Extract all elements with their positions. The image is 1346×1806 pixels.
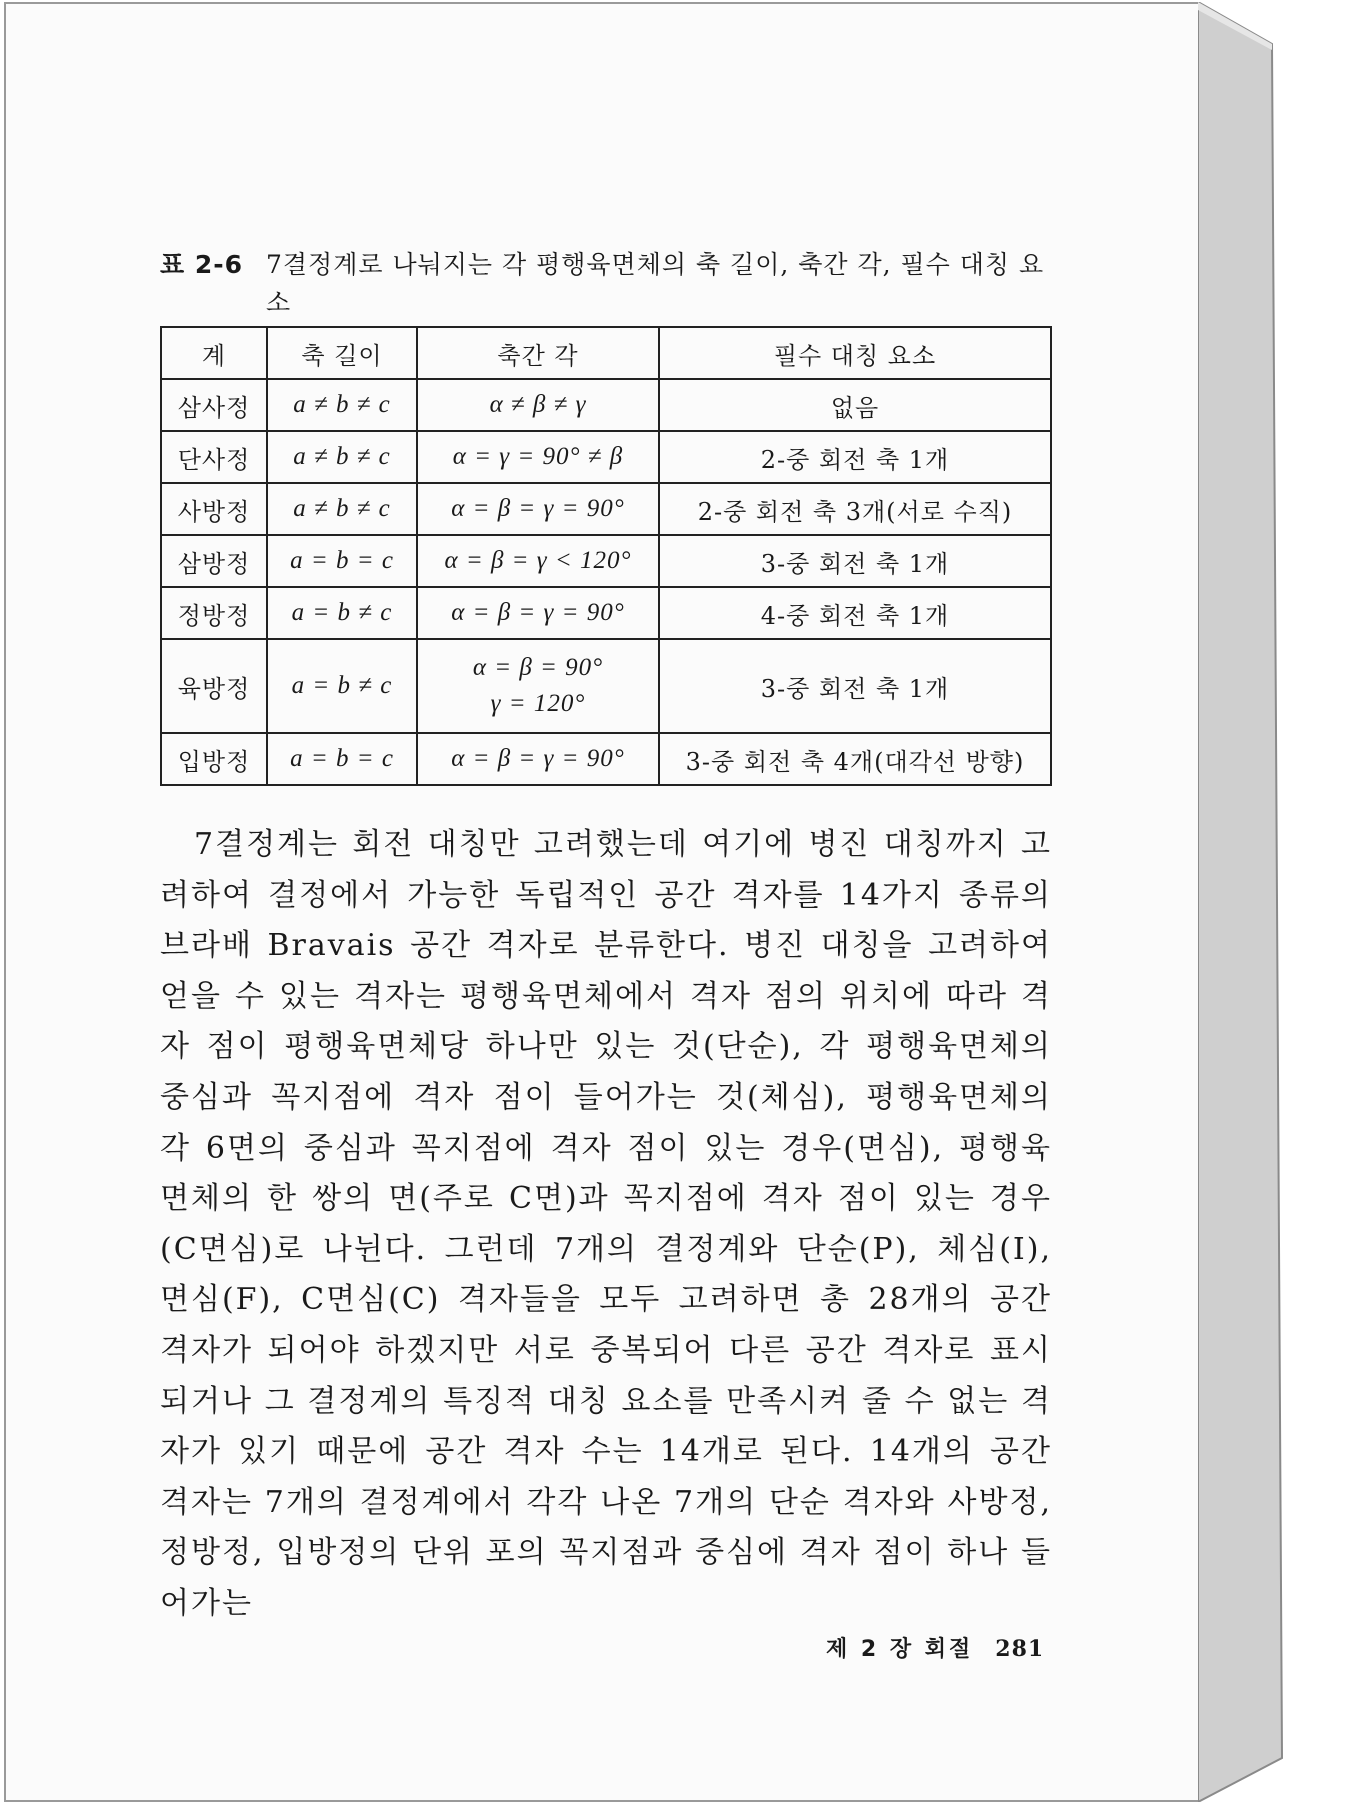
table-caption-number: 표 2-6 xyxy=(160,250,244,279)
cell-angles-line2: γ = 120° xyxy=(490,690,586,717)
cell-system: 사방정 xyxy=(161,483,267,535)
cell-axes: a ≠ b ≠ c xyxy=(267,483,417,535)
cell-system: 삼사정 xyxy=(161,379,267,431)
cell-system: 단사정 xyxy=(161,431,267,483)
cell-axes: a = b = c xyxy=(267,733,417,785)
cell-axes: a = b = c xyxy=(267,535,417,587)
cell-angles xyxy=(417,639,659,733)
body-paragraph: 7결정계는 회전 대칭만 고려했는데 여기에 병진 대칭까지 고려하여 결정에서 가능한 독립적인 공간 격자를 14가지 종류의 브라배 Bravais 공간 격자로 분류한다. 병진 대칭을 고려하여 얻을 수 있는 격자는 평행육면체에서 격자 점의 위치에 따라 격자 점이 평행육면체당 하나만 있는 것(단순), 각 평행육면체의 중심과 꼭지점에 격자 점이 들어가는 것(체심), 평행육면체의 각 6면의 중심과 꼭지점에 격자 점이 있는 경우(면심), 평행육면체의 한 쌍의 면(주로 C면)과 꼭지점에 격자 점이 있는 경우(C면심)로 나뉜다. 그런데 7개의 결정계와 단순(P), 체심(I), 면심(F), C면심(C) 격자들을 모두 고려하면 총 28개의 공간 격자가 되어야 하겠지만 서로 중복되어 다른 공간 격자로 표시되거나 그 결정계의 특징적 대칭 요소를 만족시켜 줄 수 없는 격자가 있기 때문에 공간 격자 수는 14개로 된다. 14개의 공간 격자는 7개의 결정계에서 각각 나온 7개의 단순 격자와 사방정, 정방정, 입방정의 단위 포의 꼭지점과 중심에 격자 점이 하나 들어가는 xyxy=(160,827,1052,1621)
cell-angles: α = β = γ < 120° xyxy=(417,535,659,587)
table-row xyxy=(161,587,1051,639)
cell-system: 육방정 xyxy=(161,639,267,733)
table-row xyxy=(161,379,1051,431)
cell-symmetry: 2-중 회전 축 3개(서로 수직) xyxy=(659,483,1051,535)
table-row xyxy=(161,483,1051,535)
table-caption-text: 7결정계로 나눠지는 각 평행육면체의 축 길이, 축간 각, 필수 대칭 요소 xyxy=(266,250,1045,317)
crystal-system-table xyxy=(160,326,1052,786)
header-system: 계 xyxy=(161,327,267,379)
cell-axes: a = b ≠ c xyxy=(267,639,417,733)
cell-symmetry: 3-중 회전 축 4개(대각선 방향) xyxy=(659,733,1051,785)
header-axis-length: 축 길이 xyxy=(267,327,417,379)
cell-angles: α = β = γ = 90° xyxy=(417,483,659,535)
page-footer xyxy=(826,1632,1044,1663)
header-axis-angle: 축간 각 xyxy=(417,327,659,379)
table-row xyxy=(161,733,1051,785)
page-number: 281 xyxy=(995,1636,1045,1662)
cell-system: 정방정 xyxy=(161,587,267,639)
cell-axes: a ≠ b ≠ c xyxy=(267,379,417,431)
table-caption xyxy=(160,246,1050,322)
cell-axes: a ≠ b ≠ c xyxy=(267,431,417,483)
cell-axes: a = b ≠ c xyxy=(267,587,417,639)
table-row xyxy=(161,431,1051,483)
header-symmetry: 필수 대칭 요소 xyxy=(659,327,1051,379)
cell-angles: α = β = γ = 90° xyxy=(417,733,659,785)
table-row xyxy=(161,535,1051,587)
cell-symmetry: 없음 xyxy=(659,379,1051,431)
cell-angles: α ≠ β ≠ γ xyxy=(417,379,659,431)
table-header-row xyxy=(161,327,1051,379)
cell-symmetry: 3-중 회전 축 1개 xyxy=(659,639,1051,733)
cell-symmetry: 2-중 회전 축 1개 xyxy=(659,431,1051,483)
footer-chapter: 제 2 장 회절 xyxy=(826,1637,974,1662)
cell-angles-line1: α = β = 90° xyxy=(472,654,604,681)
cell-symmetry: 3-중 회전 축 1개 xyxy=(659,535,1051,587)
cell-symmetry: 4-중 회전 축 1개 xyxy=(659,587,1051,639)
cell-system: 삼방정 xyxy=(161,535,267,587)
cell-system: 입방정 xyxy=(161,733,267,785)
cell-angles: α = γ = 90° ≠ β xyxy=(417,431,659,483)
book-page-edge xyxy=(1198,2,1288,1802)
cell-angles: α = β = γ = 90° xyxy=(417,587,659,639)
table-row xyxy=(161,639,1051,733)
